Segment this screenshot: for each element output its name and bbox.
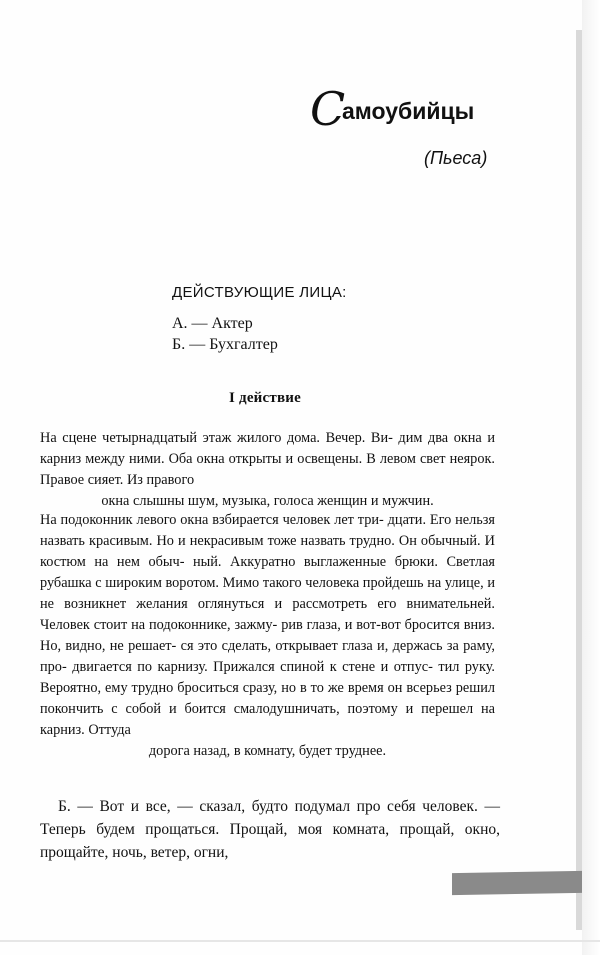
text-line: освещены. В левом свет неярок. Правое сияет. Из правого <box>40 451 495 488</box>
scan-smudge <box>452 871 582 895</box>
text-line: улице, и не возникнет желания оглянуться и рассмотреть <box>40 575 496 612</box>
text-line: дцати. Его нельзя назвать красивым. Но и некрасивым <box>40 512 495 549</box>
text-line: с широким воротом. Мимо такого человека пройдешь на <box>95 575 442 591</box>
act-heading: I действие <box>229 390 301 406</box>
page-bottom-edge <box>0 940 600 942</box>
text-line: же время он всерьез решил покончить с собой и боится <box>40 680 495 717</box>
text-line: человек. — Теперь будем прощаться. Прощай, моя <box>40 798 500 838</box>
title-rest: амоубийцы <box>342 98 475 124</box>
text-line: На подоконник левого окна взбирается человек лет три- <box>40 512 384 528</box>
text-line: дим два окна и карниз между ними. Оба окна открыты и <box>40 430 495 467</box>
text-line: ся это сделать, открывает глаза и, держась за раму, про- <box>40 638 495 675</box>
title-initial: С <box>310 82 344 136</box>
text-line: На сцене четырнадцатый этаж жилого дома. Вечер. Ви- <box>40 430 393 446</box>
dialogue-paragraph <box>40 795 500 864</box>
text-line: рив глаза, и вот-вот бросится вниз. Но, видно, не решает- <box>40 617 496 654</box>
page-shadow <box>582 0 600 955</box>
text-line: тил руку. Вероятно, ему трудно броситься сразу, но в то <box>40 659 495 696</box>
cast-heading: ДЕЙСТВУЮЩИЕ ЛИЦА: <box>172 284 347 301</box>
play-title <box>300 82 500 142</box>
cast-role-accountant: Б. — Бухгалтер <box>172 336 278 353</box>
stage-direction-2 <box>40 510 495 762</box>
text-line: комната, прощай, окно, прощайте, ночь, ветер, огни, <box>40 821 501 861</box>
text-line: Б. — Вот и все, — сказал, будто подумал про себя <box>58 798 416 815</box>
text-line: дорога назад, в комнату, будет труднее. <box>148 743 387 759</box>
text-line: его внимательней. Человек стоит на подоконнике, зажму- <box>40 596 495 633</box>
text-line: двигается по карнизу. Прижался спиной к стене и отпус- <box>72 659 433 675</box>
text-line: окна слышны шум, музыка, голоса женщин и мужчин. <box>101 493 434 509</box>
text-line: ный. Аккуратно выглаженные брюки. Светлая рубашка <box>40 554 495 591</box>
text-line: тоже назвать трудно. Он обычный. И костюм на нем обыч- <box>40 533 495 570</box>
play-subtitle: (Пьеса) <box>424 148 488 168</box>
stage-direction-1 <box>40 428 495 512</box>
cast-role-actor: А. — Актер <box>172 315 253 332</box>
text-line: смалодушничать, поэтому и перешел на карниз. Оттуда <box>40 701 495 738</box>
